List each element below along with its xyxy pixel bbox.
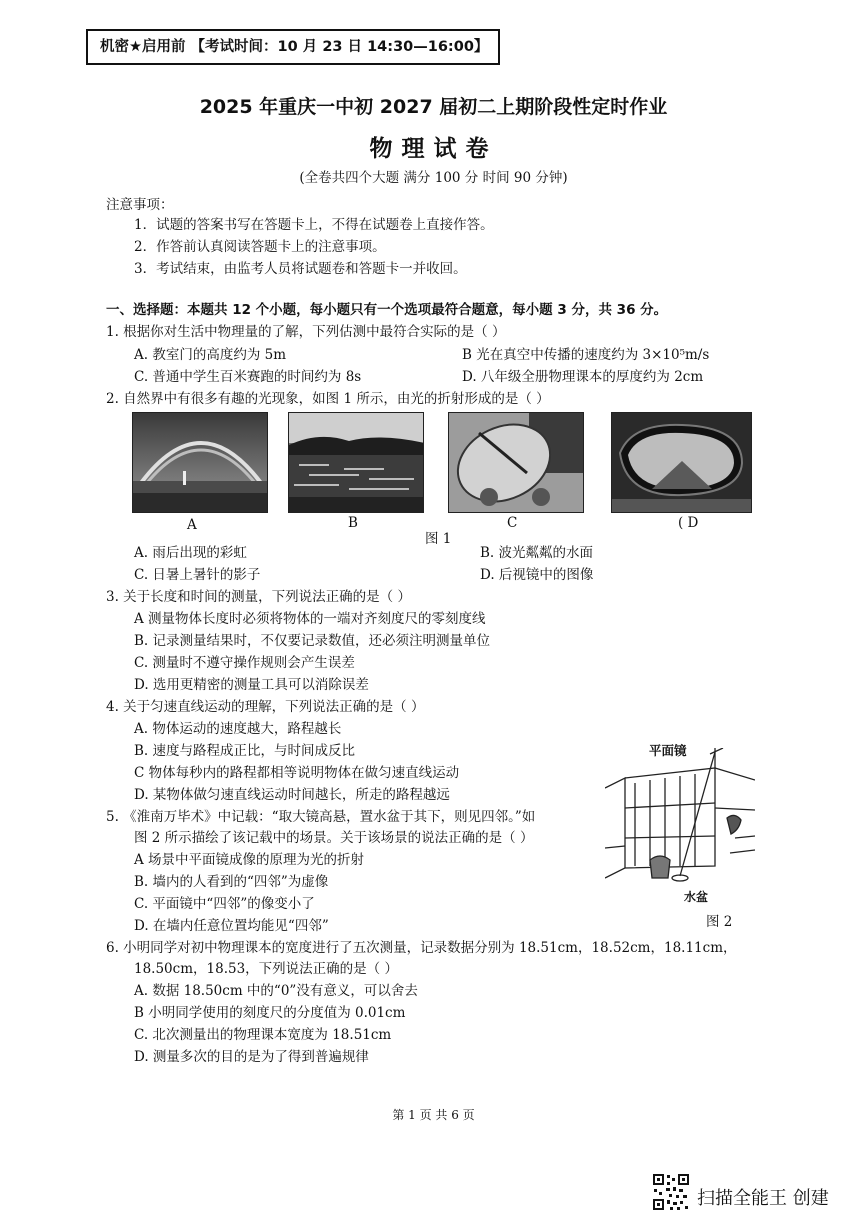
- photo-rearview-mirror: [611, 412, 752, 513]
- q4-stem: 4. 关于匀速直线运动的理解，下列说法正确的是（ ）: [106, 699, 425, 715]
- q2-option-c: C. 日暑上暑针的影子: [134, 567, 261, 583]
- photo-rainbow: [132, 412, 268, 513]
- q1-option-b: B 光在真空中传播的速度约为 3×10⁵m/s: [462, 347, 710, 363]
- page-number: 第 1 页 共 6 页: [392, 1108, 475, 1122]
- q4-option-b: B. 速度与路程成正比，与时间成反比: [134, 743, 356, 759]
- fig1-label-c: C: [507, 515, 518, 531]
- q3-option-b: B. 记录测量结果时，不仅要记录数值，还必须注明测量单位: [134, 633, 491, 649]
- scanner-watermark: 扫描全能王 创建: [697, 1188, 829, 1209]
- q6-stem-line1: 6. 小明同学对初中物理课本的宽度进行了五次测量，记录数据分别为 18.51cm，18.52cm，18.11cm，: [106, 940, 737, 956]
- notice-item-1: 1．试题的答案书写在答题卡上，不得在试题卷上直接作答。: [134, 217, 494, 233]
- q5-stem-line1: 5. 《淮南万毕术》中记载：“取大镜高悬，置水盆于其下，则见四邻。”如: [106, 809, 536, 825]
- photo-water-surface: [288, 412, 424, 513]
- q6-option-b: B 小明同学使用的刻度尺的分度值为 0.01cm: [134, 1005, 406, 1021]
- q5-option-a: A 场景中平面镜成像的原理为光的折射: [134, 852, 365, 868]
- q2-option-b: B. 波光粼粼的水面: [480, 545, 594, 561]
- q2-stem: 2. 自然界中有很多有趣的光现象，如图 1 所示，由光的折射形成的是（ ）: [106, 391, 550, 407]
- q1-option-d: D. 八年级全册物理课本的厚度约为 2cm: [462, 369, 704, 385]
- q5-option-d: D. 在墙内任意位置均能见“四邻”: [134, 918, 329, 934]
- q1-stem: 1. 根据你对生活中物理量的了解，下列估测中最符合实际的是（ ）: [106, 324, 506, 340]
- q6-option-d: D. 测量多次的目的是为了得到普遍规律: [134, 1049, 369, 1065]
- q4-option-a: A. 物体运动的速度越大，路程越长: [134, 721, 342, 737]
- fig1-label-a: A: [187, 517, 197, 533]
- subject-title: 物理试卷: [369, 136, 498, 162]
- section-heading: 一、选择题：本题共 12 个小题，每小题只有一个选项最符合题意，每小题 3 分，共 36 分。: [106, 302, 668, 318]
- qr-code-icon: [652, 1173, 690, 1211]
- photo-sundial: [448, 412, 584, 513]
- q1-option-a: A. 教室门的高度约为 5m: [134, 347, 287, 363]
- q3-option-d: D. 选用更精密的测量工具可以消除误差: [134, 677, 369, 693]
- fig2-caption: 图 2: [706, 914, 733, 930]
- q4-option-c: C 物体每秒内的路程都相等说明物体在做匀速直线运动: [134, 765, 460, 781]
- q3-option-a: A 测量物体长度时必须将物体的一端对齐刻度尺的零刻度线: [134, 611, 486, 627]
- exam-title: 2025 年重庆一中初 2027 届初二上期阶段性定时作业: [199, 96, 668, 118]
- q4-option-d: D. 某物体做匀速直线运动时间越长，所走的路程越远: [134, 787, 450, 803]
- confidential-banner: 机密★启用前 【考试时间：10 月 23 日 14:30—16:00】: [86, 29, 500, 65]
- notice-heading: 注意事项：: [106, 197, 174, 213]
- q5-option-c: C. 平面镜中“四邻”的像变小了: [134, 896, 315, 912]
- q2-option-d: D. 后视镜中的图像: [480, 567, 594, 583]
- q6-option-c: C. 北次测量出的物理课本宽度为 18.51cm: [134, 1027, 392, 1043]
- fig1-label-b: B: [348, 515, 358, 531]
- fig2-label-basin: 水盆: [684, 890, 709, 904]
- q5-option-b: B. 墙内的人看到的“四邻”为虚像: [134, 874, 329, 890]
- fig1-label-d: ( D: [678, 515, 699, 531]
- q5-stem-line2: 图 2 所示描绘了该记载中的场景。关于该场景的说法正确的是（ ）: [134, 830, 534, 846]
- q3-option-c: C. 测量时不遵守操作规则会产生误差: [134, 655, 355, 671]
- q3-stem: 3. 关于长度和时间的测量，下列说法正确的是（ ）: [106, 589, 411, 605]
- notice-item-2: 2．作答前认真阅读答题卡上的注意事项。: [134, 239, 386, 255]
- q2-option-a: A. 雨后出现的彩虹: [134, 545, 247, 561]
- fig1-caption: 图 1: [425, 531, 452, 547]
- q6-stem-line2: 18.50cm，18.53，下列说法正确的是（ ）: [134, 961, 398, 977]
- q6-option-a: A. 数据 18.50cm 中的“0”没有意义，可以舍去: [134, 983, 418, 999]
- q1-option-c: C. 普通中学生百米赛跑的时间约为 8s: [134, 369, 362, 385]
- figure-2-illustration: [605, 748, 755, 886]
- fig2-label-mirror: 平面镜: [649, 743, 687, 758]
- exam-info: (全卷共四个大题 满分 100 分 时间 90 分钟): [299, 170, 568, 186]
- notice-item-3: 3．考试结束，由监考人员将试题卷和答题卡一并收回。: [134, 261, 467, 277]
